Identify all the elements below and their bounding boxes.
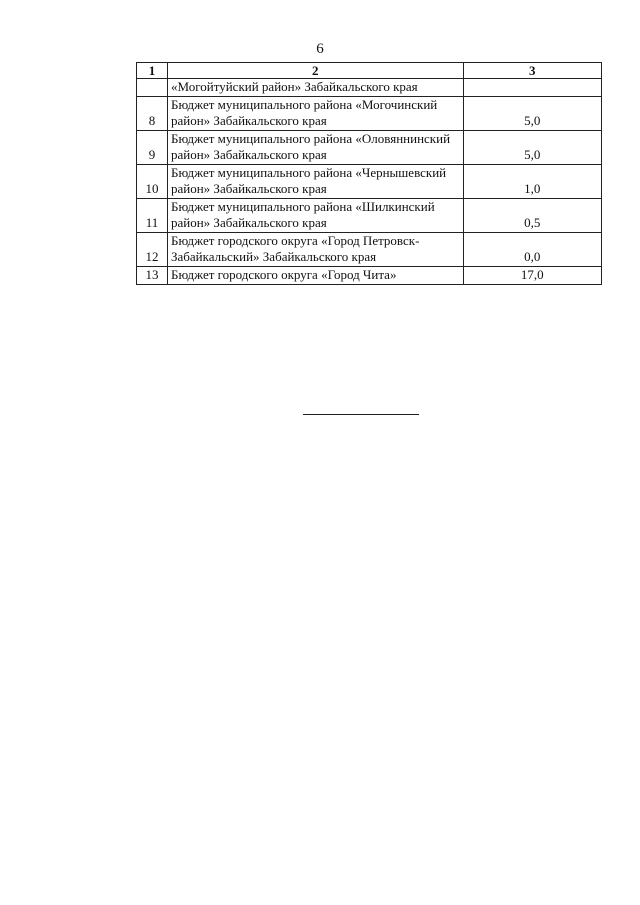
row-value: 0,5	[463, 199, 601, 233]
table-row	[137, 97, 602, 131]
table-row	[137, 79, 602, 97]
table-row	[137, 233, 602, 267]
row-value: 1,0	[463, 165, 601, 199]
row-number: 10	[137, 165, 168, 199]
row-number: 11	[137, 199, 168, 233]
column-header-value: 3	[463, 63, 601, 79]
row-value: 5,0	[463, 131, 601, 165]
row-value: 17,0	[463, 267, 601, 285]
table-row	[137, 131, 602, 165]
row-name: Бюджет муниципального района «Оловяннинский район» Забайкальского края	[168, 131, 464, 165]
end-of-document-rule	[303, 414, 419, 415]
table-row	[137, 199, 602, 233]
row-name: «Могойтуйский район» Забайкальского края	[168, 79, 464, 97]
row-name: Бюджет муниципального района «Шилкинский район» Забайкальского края	[168, 199, 464, 233]
row-number: 13	[137, 267, 168, 285]
row-number	[137, 79, 168, 97]
column-header-name: 2	[168, 63, 464, 79]
row-number: 12	[137, 233, 168, 267]
row-name: Бюджет муниципального района «Чернышевский район» Забайкальского края	[168, 165, 464, 199]
table-row	[137, 165, 602, 199]
page-number: 6	[316, 41, 324, 57]
budget-allocation-table	[136, 62, 602, 285]
row-name: Бюджет городского округа «Город Петровск-Забайкальский» Забайкальского края	[168, 233, 464, 267]
row-name: Бюджет муниципального района «Могочинский район» Забайкальского края	[168, 97, 464, 131]
row-number: 9	[137, 131, 168, 165]
row-value: 0,0	[463, 233, 601, 267]
table-row	[137, 267, 602, 285]
row-value: 5,0	[463, 97, 601, 131]
column-header-number: 1	[137, 63, 168, 79]
row-value	[463, 79, 601, 97]
table-header-row	[137, 63, 602, 79]
row-name: Бюджет городского округа «Город Чита»	[168, 267, 464, 285]
row-number: 8	[137, 97, 168, 131]
